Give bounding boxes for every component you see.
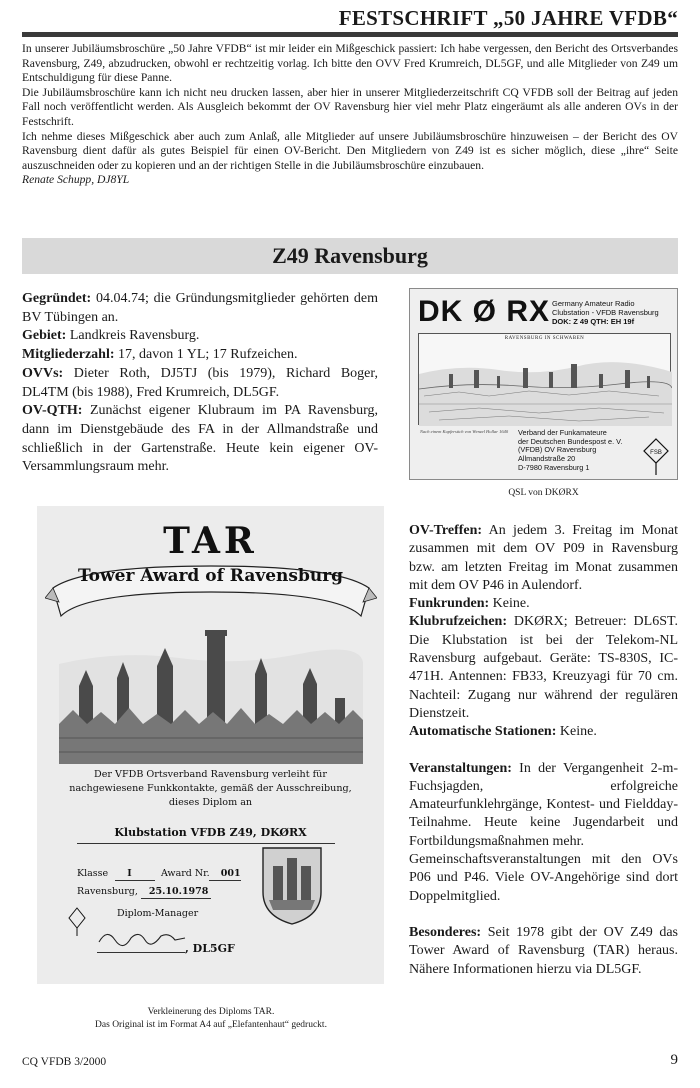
fact-label: OVVs: bbox=[22, 365, 64, 381]
info-text: Seit 1978 gibt der OV Z49 das Tower Award of Ravensburg (TAR) heraus. Nähere Informationen hierzu via DL5GF. bbox=[409, 924, 678, 977]
qsl-org-line: Allmandstraße 20 bbox=[518, 454, 576, 464]
vfdb-logo-text: FSB bbox=[650, 450, 662, 456]
qsl-callsign: DK Ø RX bbox=[418, 295, 551, 328]
section-band bbox=[22, 238, 678, 274]
qsl-organisation bbox=[518, 429, 648, 473]
info-label: Automatische Stationen: bbox=[409, 724, 557, 740]
qsl-org-line: D-7980 Ravensburg 1 bbox=[518, 462, 590, 472]
diploma-caption-line: Das Original ist im Format A4 auf „Elefantenhaut“ gedruckt. bbox=[95, 1019, 327, 1030]
fact-founded bbox=[22, 290, 378, 327]
info-text: An jedem 3. Freitag im Monat zusammen mit dem OV P09 in Ravensburg bzw. am letzten Freitag im Monat zusammen mit dem OV P46 in Aulendorf. bbox=[409, 523, 678, 593]
fact-label: Mitgliederzahl: bbox=[22, 347, 115, 363]
qsl-footnote: Nach einem Kupferstich von Wenzel Hollar 1640 bbox=[420, 429, 509, 434]
fact-area bbox=[22, 327, 378, 346]
info-events-2: Gemeinschaftsveranstaltungen mit den OVs P06 und P46. Viele OV-Angehörige sind dort Doppelmitglied. bbox=[409, 852, 678, 904]
fact-label: OV-QTH: bbox=[22, 403, 83, 419]
header-title: FESTSCHRIFT „50 JAHRE VFDB“ bbox=[338, 6, 678, 30]
intro-signature: Renate Schupp, DJ8YL bbox=[22, 173, 130, 187]
qsl-org-line: (VFDB) OV Ravensburg bbox=[518, 445, 597, 455]
diploma-line bbox=[209, 880, 241, 881]
qsl-org-line: Verband der Funkamateure bbox=[518, 428, 607, 437]
qsl-info-line: Clubstation - VFDB Ravensburg bbox=[552, 308, 659, 317]
diploma-text: Der VFDB Ortsverband Ravensburg verleiht für nachgewiesene Funkkontakte, gemäß der Ausschreibung, dieses Diplom an bbox=[69, 769, 352, 808]
info-text: Keine. bbox=[556, 724, 597, 740]
intro-paragraph: Die Jubiläumsbroschüre kann ich nicht neu drucken lassen, aber hier in unserer Mitgliederzeitschrift CQ VFDB soll der Beitrag auf jeden Fall noch veröffentlicht werden. Als Ausgleich bekommt der OV Ravensburg hier viel mehr Platz eingeräumt als alle anderen OVs in der Festschrift. bbox=[22, 85, 678, 128]
diploma-line bbox=[97, 952, 185, 953]
fact-members bbox=[22, 346, 378, 365]
diploma-station: Klubstation VFDB Z49, DKØRX bbox=[114, 826, 307, 839]
footer-publication: CQ VFDB 3/2000 bbox=[22, 1056, 107, 1068]
info-special bbox=[409, 924, 678, 979]
fact-text: 04.04.74; die Gründungsmitglieder gehörten dem BV Tübingen an. bbox=[22, 291, 378, 325]
fact-label: Gegründet: bbox=[22, 291, 92, 306]
fact-text: 17, davon 1 YL; 17 Rufzeichen. bbox=[114, 347, 298, 363]
diploma-caption bbox=[22, 1006, 400, 1031]
diploma-award-value: 001 bbox=[220, 868, 241, 879]
info-label: Funkrunden: bbox=[409, 596, 490, 612]
diploma-line bbox=[141, 898, 211, 899]
fact-text: Zunächst eigener Klubraum im PA Ravensburg, dann im Dienstgebäude des FA in der Allmandstraße und schließlich in der Gartenstraße. Heute kein eigener OV-Versammlungsraum mehr. bbox=[22, 403, 378, 475]
info-label: OV-Treffen: bbox=[409, 523, 483, 538]
diploma-place-date bbox=[77, 886, 208, 897]
info-label: Klubrufzeichen: bbox=[409, 614, 507, 630]
diploma-class bbox=[77, 868, 132, 879]
qsl-info-line: DOK: Z 49 QTH: EH 19f bbox=[552, 317, 635, 326]
header-rule bbox=[22, 32, 678, 37]
diploma-title: TAR bbox=[163, 520, 258, 562]
diploma-award bbox=[161, 868, 241, 879]
qsl-caption: QSL von DKØRX bbox=[508, 488, 579, 498]
diploma-class-value: I bbox=[127, 868, 132, 879]
diploma-line bbox=[115, 880, 155, 881]
qsl-panorama bbox=[418, 333, 671, 425]
diploma-caption-line: Verkleinerung des Diploms TAR. bbox=[147, 1007, 275, 1017]
info-text: DKØRX; Betreuer: DL6ST. Die Klubstation ist bei der Telekom-NL Ravensburg aufgebaut. Geräte: TS-830S, IC-471H. Antennen: FB33, Kreuzyagi für 70 cm. Nachteil: Zugang nur während der regulären Dienstzeit. bbox=[409, 614, 678, 721]
diploma-image bbox=[37, 506, 384, 984]
diploma-date-value: 25.10.1978 bbox=[148, 886, 209, 897]
info-label: Veranstaltungen: bbox=[409, 760, 512, 776]
qsl-card-image bbox=[409, 288, 678, 480]
info-label: Besonderes: bbox=[409, 924, 482, 940]
town-panorama-drawing bbox=[419, 334, 672, 426]
ravensburg-crest-icon bbox=[259, 844, 325, 926]
info-meeting bbox=[409, 522, 678, 595]
diploma-class-label: Klasse bbox=[77, 868, 109, 879]
diploma-manager-label: Diplom-Manager bbox=[117, 908, 199, 919]
intro-paragraph: In unserer Jubiläumsbroschüre „50 Jahre VFDB“ ist mir leider ein Mißgeschick passiert: Ich habe vergessen, den Bericht des Ortsverbandes Ravensburg, Z49, abzudrucken, obwohl er rechtzeitig vorlag. Ich bitte den OVV Fred Krumreich, DL5GF, und alle Mitglieder von Z49 um Entschuldigung für diese Panne. bbox=[22, 42, 678, 85]
diploma-banner: Tower Award of Ravensburg bbox=[77, 566, 344, 586]
fact-label: Gebiet: bbox=[22, 328, 67, 344]
diploma-stamp-icon bbox=[67, 906, 87, 938]
info-club bbox=[409, 613, 678, 723]
diploma-award-label: Award Nr. bbox=[161, 868, 210, 879]
intro-text bbox=[22, 42, 678, 188]
vfdb-logo-icon bbox=[642, 437, 670, 477]
qsl-info bbox=[552, 299, 674, 326]
fact-text: Dieter Roth, DJ5TJ (bis 1979), Richard Boger, DL4TM (bis 1988), Fred Krumreich, DL5GF. bbox=[22, 365, 378, 400]
facts-column bbox=[22, 290, 378, 477]
qsl-org-line: der Deutschen Bundespost e. V. bbox=[518, 436, 623, 446]
section-title: Z49 Ravensburg bbox=[272, 243, 428, 268]
info-auto bbox=[409, 723, 678, 741]
diploma-manager-call: , DL5GF bbox=[185, 942, 235, 955]
fact-qth bbox=[22, 402, 378, 477]
signature-icon bbox=[97, 926, 187, 948]
info-events bbox=[409, 760, 678, 851]
page-number: 9 bbox=[670, 1052, 678, 1068]
intro-paragraph: Ich nehme dieses Mißgeschick aber auch zum Anlaß, alle Mitglieder auf unsere Jubiläumsbroschüre hinzuweisen – der Bericht des OV Ravensburg dient dafür als gutes Beispiel für einen OV-Bericht. Den Mitgliedern von Z49 ist es sicher möglich, diese „ihre“ Seite auszuschneiden oder zu kopieren und an der richtigen Stelle in die Jubiläumsbroschüre einzubauen. bbox=[22, 129, 678, 172]
right-column bbox=[409, 522, 678, 979]
diploma-town-drawing bbox=[59, 614, 363, 764]
fact-text: Landkreis Ravensburg. bbox=[66, 328, 200, 344]
fact-ovv bbox=[22, 365, 378, 402]
info-text: In der Vergangenheit 2-m-Fuchsjagden, erfolgreiche Amateurfunklehrgänge, Kontest- und Fieldday-Teilnahme. Heute keine Jugendarbeit und Fortbildungsmaßnahmen mehr. bbox=[409, 760, 678, 849]
qsl-info-line: Germany Amateur Radio bbox=[552, 299, 635, 308]
qsl-panorama-caption: RAVENSBURG IN SCHWABEN bbox=[504, 336, 585, 341]
info-rounds bbox=[409, 595, 678, 613]
info-text: Keine. bbox=[489, 596, 530, 612]
diploma-place-label: Ravensburg, bbox=[77, 886, 138, 897]
